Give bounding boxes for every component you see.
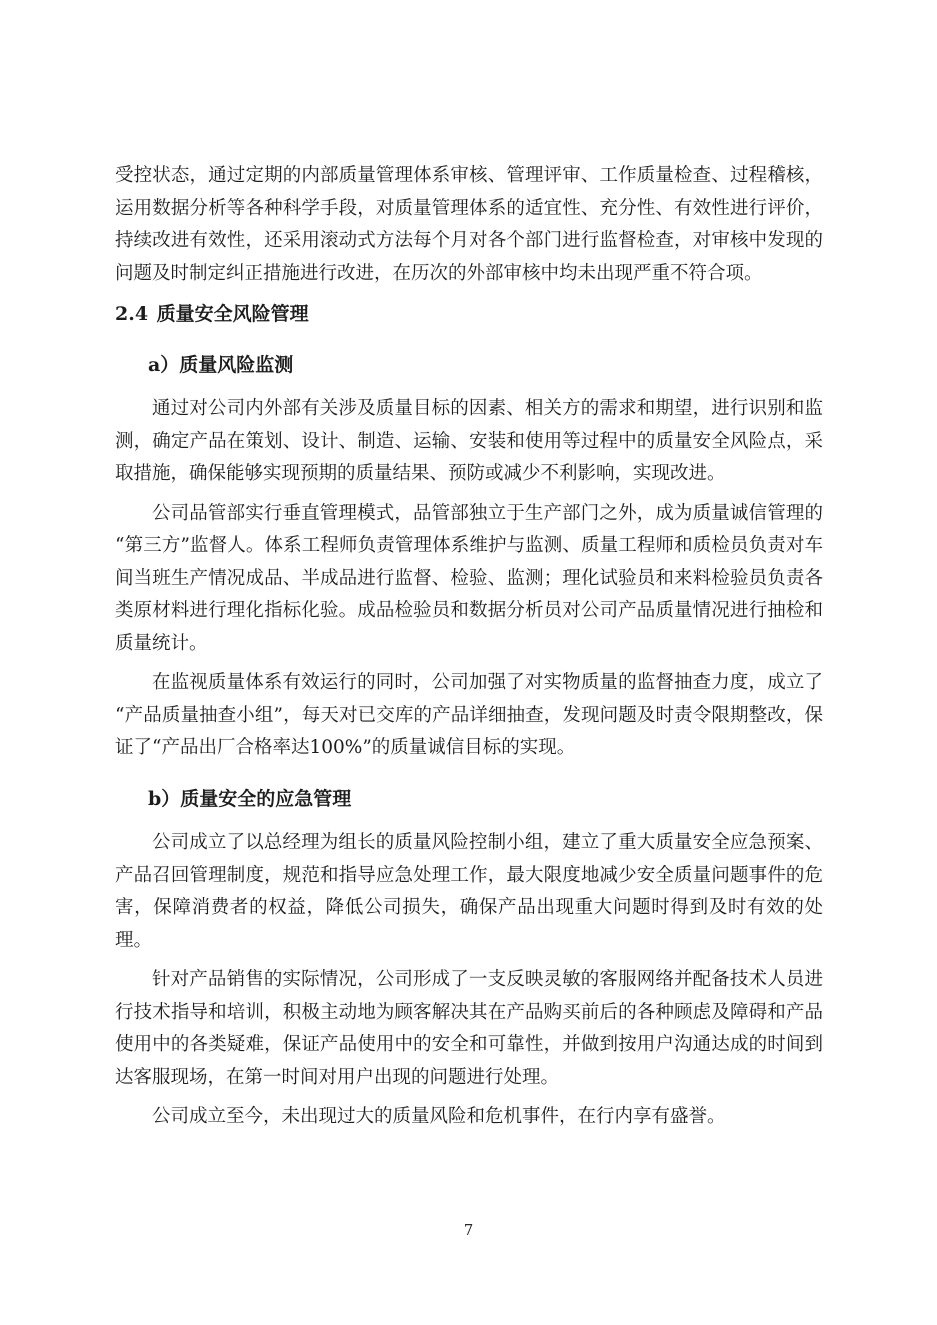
paragraph-emergency-3: 公司成立至今，未出现过大的质量风险和危机事件，在行内享有盛誉。	[152, 1106, 726, 1127]
paragraph-continuation: 受控状态，通过定期的内部质量管理体系审核、管理评审、工作质量检查、过程稽核，运用数据分析等各种科学手段，对质量管理体系的适宜性、充分性、有效性进行评价，持续改进有效性，还采用滚动式方法每个月对各个部门进行监督检查，对审核中发现的问题及时制定纠正措施进行改进，在历次的外部审核中均未出现严重不符合项。	[115, 165, 823, 284]
paragraph-emergency-1: 公司成立了以总经理为组长的质量风险控制小组，建立了重大质量安全应急预案、产品召回管理制度，规范和指导应急处理工作，最大限度地减少安全质量问题事件的危害，保障消费者的权益，降低公司损失，确保产品出现重大问题时得到及时有效的处理。	[115, 832, 823, 951]
paragraph-risk-monitoring-2: 公司品管部实行垂直管理模式，品管部独立于生产部门之外，成为质量诚信管理的“第三方”监督人。体系工程师负责管理体系维护与监测、质量工程师和质检员负责对车间当班生产情况成品、半成品进行监督、检验、监测；理化试验员和来料检验员负责各类原材料进行理化指标化验。成品检验员和数据分析员对公司产品质量情况进行抽检和质量统计。	[115, 502, 823, 654]
document-body	[115, 160, 823, 1134]
paragraph-risk-monitoring-3: 在监视质量体系有效运行的同时，公司加强了对实物质量的监督抽查力度，成立了“产品质量抽查小组”，每天对已交库的产品详细抽查，发现问题及时责令限期整改，保证了“产品出厂合格率达100%”的质量诚信目标的实现。	[115, 672, 823, 758]
subsection-b-heading: b）质量安全的应急管理	[148, 787, 352, 810]
page-number: 7	[463, 1221, 474, 1239]
paragraph-emergency-2: 针对产品销售的实际情况，公司形成了一支反映灵敏的客服网络并配备技术人员进行技术指导和培训，积极主动地为顾客解决其在产品购买前后的各种顾虑及障碍和产品使用中的各类疑难，保证产品使用中的安全和可靠性，并做到按用户沟通达成的时间到达客服现场，在第一时间对用户出现的问题进行处理。	[115, 969, 823, 1088]
subsection-a-heading: a）质量风险监测	[148, 353, 294, 376]
section-title: 质量安全风险管理	[156, 303, 309, 325]
page-footer	[0, 1220, 937, 1239]
paragraph-risk-monitoring-1: 通过对公司内外部有关涉及质量目标的因素、相关方的需求和期望，进行识别和监测，确定产品在策划、设计、制造、运输、安装和使用等过程中的质量安全风险点，采取措施，确保能够实现预期的质量结果、预防或减少不利影响，实现改进。	[115, 398, 823, 484]
section-number: 2.4	[115, 303, 149, 325]
section-heading-2-4	[115, 298, 823, 331]
